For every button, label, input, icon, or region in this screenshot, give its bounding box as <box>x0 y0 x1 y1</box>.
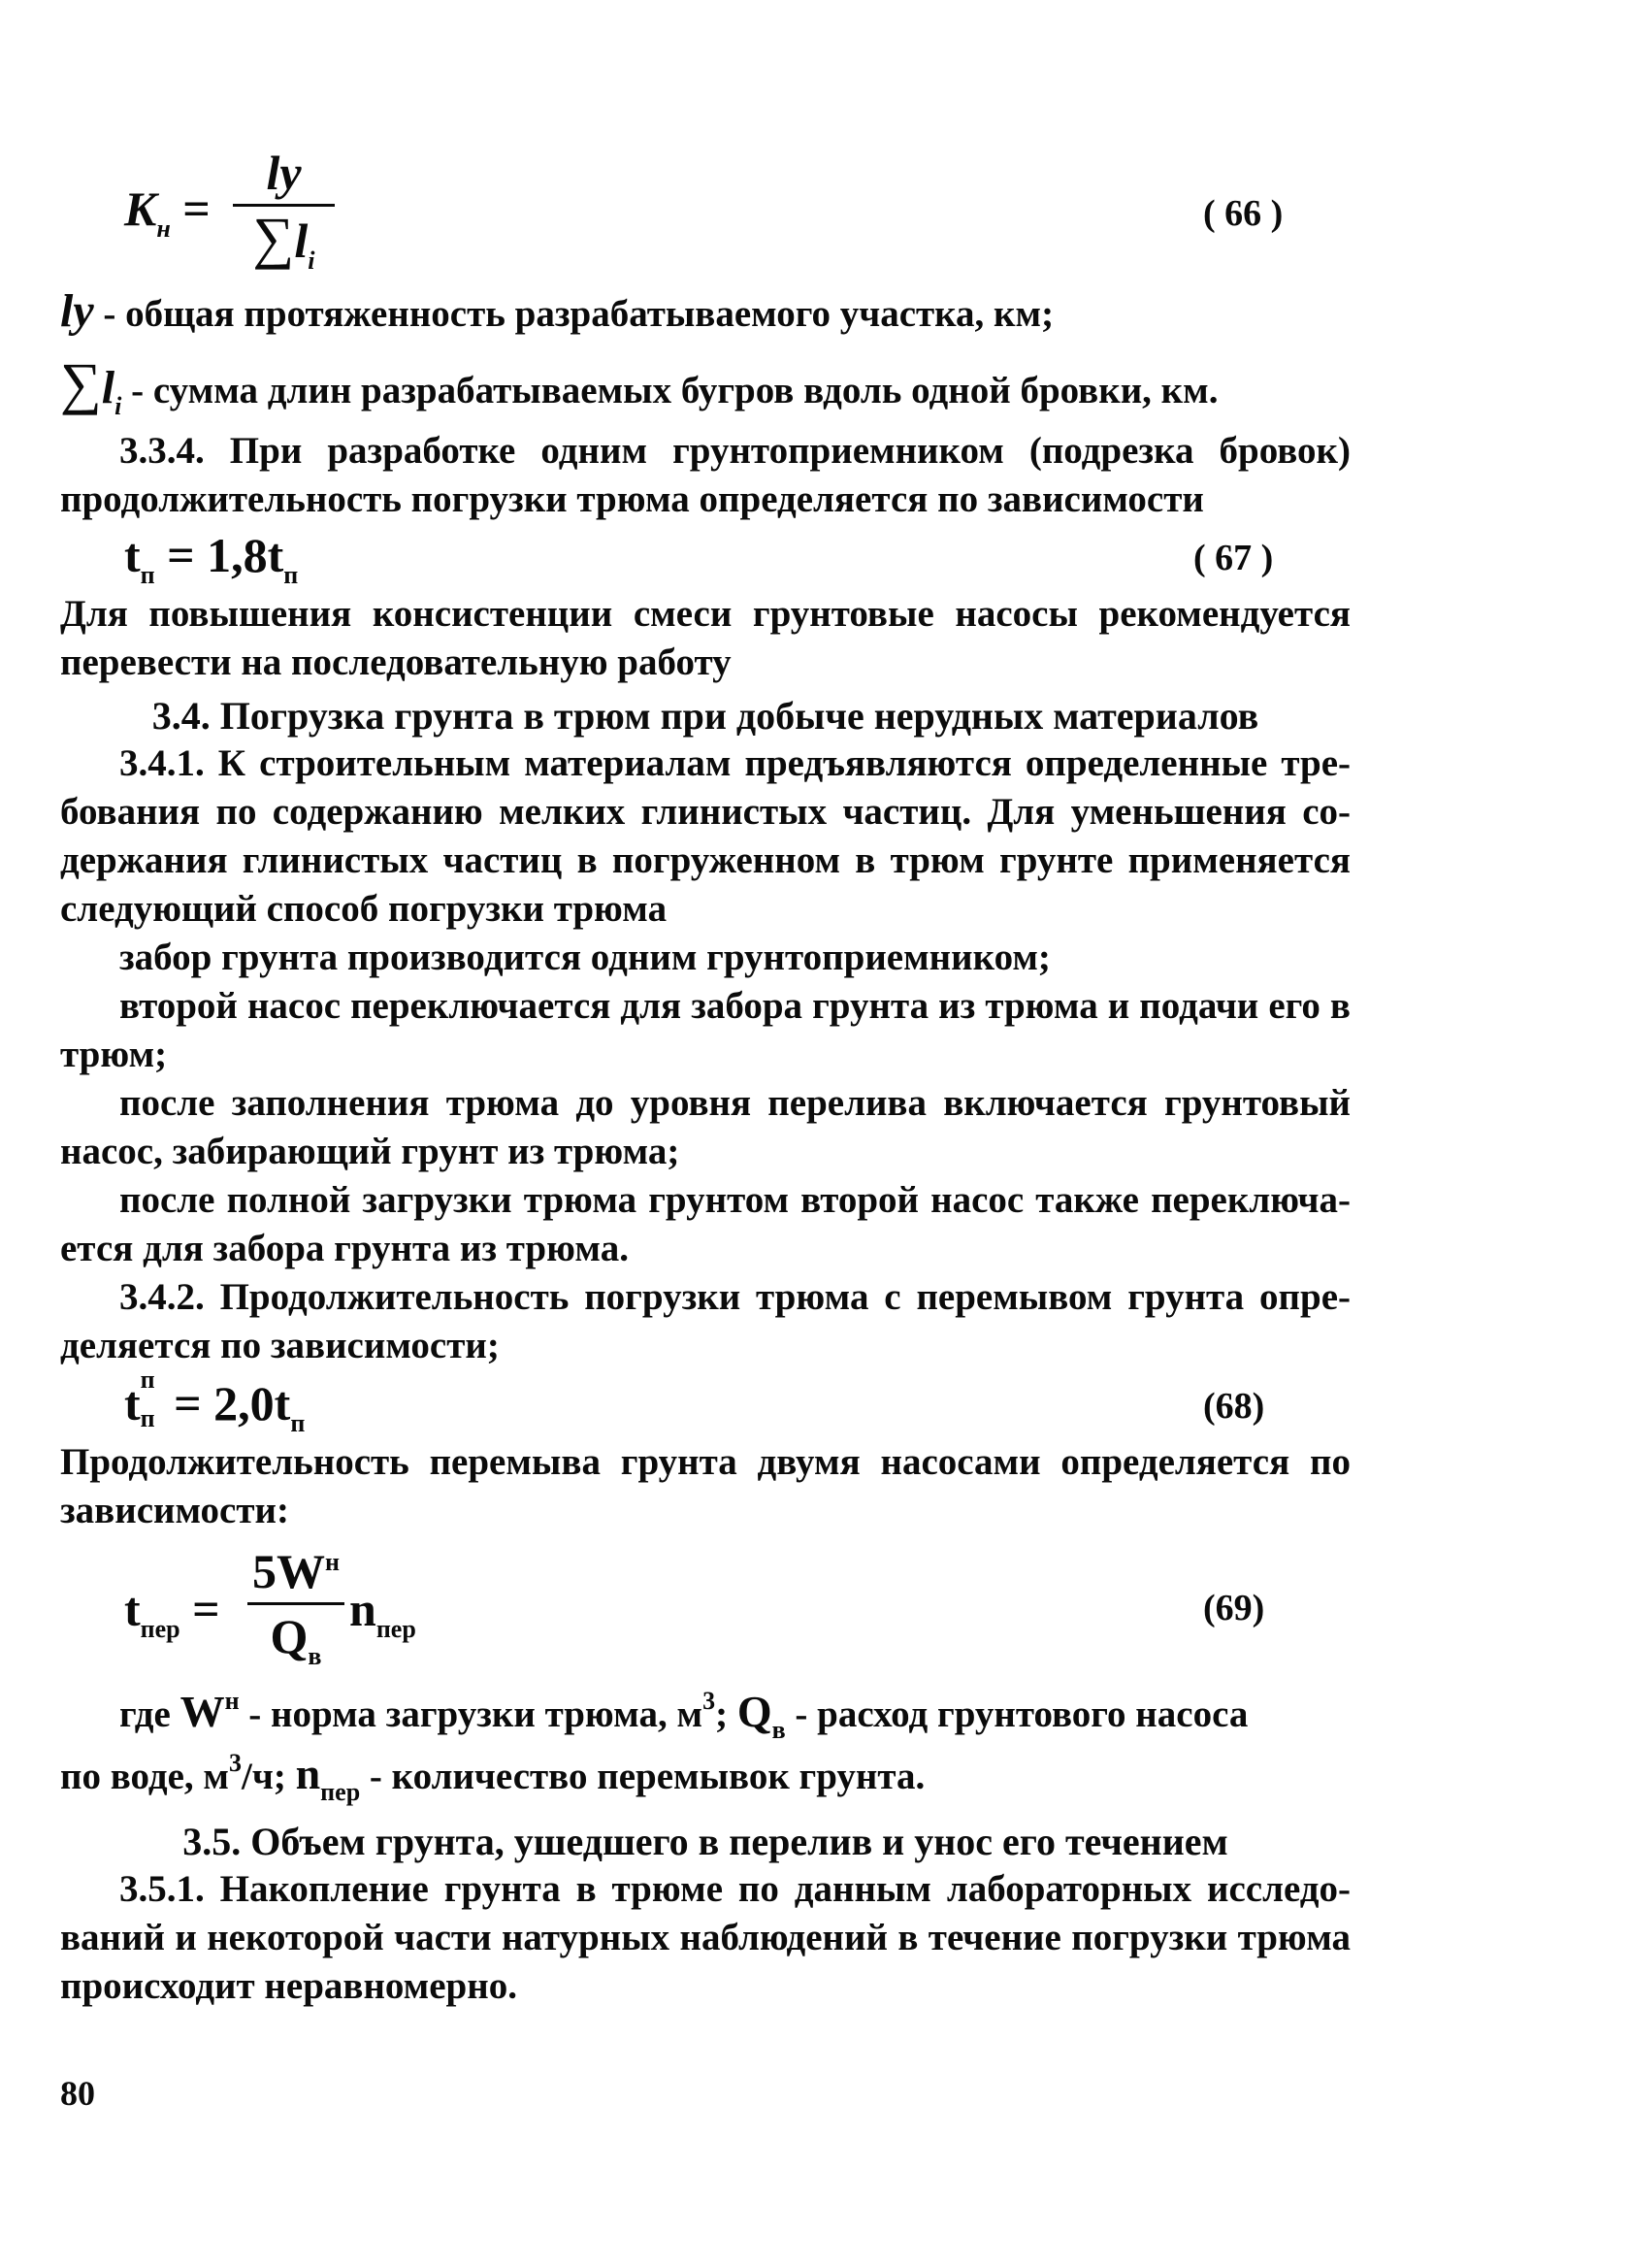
formula-67-t-sub: п <box>140 561 155 589</box>
page-number: 80 <box>60 2074 95 2113</box>
where-prefix: где <box>119 1693 180 1735</box>
sum-icon: ∑ <box>252 206 295 270</box>
definition-ly <box>60 287 1351 339</box>
where-line2 <box>60 1739 1351 1817</box>
formula-69-n-sub: пер <box>375 1615 416 1643</box>
p334-line1: 3.3.4. При разработке одним грунтоприемником (подрезка бровок) <box>119 430 1351 472</box>
formula-69-den-sub: в <box>308 1642 322 1670</box>
where-q-text: - расход грунтового насоса <box>785 1693 1249 1735</box>
sum-l-symbol: l <box>101 362 115 413</box>
formula-66-eq: = <box>182 181 211 236</box>
formula-69-n <box>349 1580 416 1659</box>
p341-line3: держания глинистых частиц в погруженном в трюм грунте применяется <box>60 839 1351 881</box>
ly-definition-text: - общая протяженность разрабатываемого участка, км; <box>93 293 1055 335</box>
sum-definition-text: - сумма длин разрабатываемых бугров вдоль одной бровки, км. <box>121 370 1219 411</box>
formula-69-eq: = <box>192 1582 220 1636</box>
list-item-1: забор грунта производится одним грунтоприемником; <box>119 937 1051 978</box>
formula-66-l: l <box>294 214 309 268</box>
definition-sum <box>60 351 1351 431</box>
list-item-2-line1: второй насос переключается для забора грунта из трюма и подачи его в <box>119 985 1351 1027</box>
formula-66-lhs <box>124 180 211 258</box>
formula-66-k-sub: н <box>156 214 171 243</box>
where-n-symbol: n <box>295 1749 321 1798</box>
formula-66-fraction <box>233 144 335 290</box>
sum-icon: ∑ <box>60 351 102 415</box>
heading-3-5: 3.5. Объем грунта, ушедшего в перелив и унос его течением <box>182 1820 1228 1863</box>
formula-69-t: t <box>124 1582 141 1636</box>
p-consistency-line1: Для повышения консистенции смеси грунтовые насосы рекомендуется <box>60 593 1351 635</box>
where-line2-b: /ч; <box>242 1756 296 1797</box>
heading-3-4: 3.4. Погрузка грунта в трюм при добыче нерудных материалов <box>151 694 1259 738</box>
formula-68-t: t <box>124 1376 141 1430</box>
where-w-symbol: W <box>179 1687 225 1736</box>
p-wash-line1: Продолжительность перемыва грунта двумя насосами определяется по <box>60 1441 1351 1483</box>
list-item-4-line2: ется для забора грунта из трюма. <box>60 1228 629 1269</box>
p341-line4: следующий способ погрузки трюма <box>60 888 668 930</box>
p351-line2: ваний и некоторой части натурных наблюдений в течение погрузки трюма <box>60 1917 1351 1958</box>
formula-66-l-sub: i <box>308 247 315 275</box>
p-wash-line2: зависимости: <box>60 1490 289 1531</box>
where-w-text: - норма загрузки трюма, м <box>239 1693 703 1735</box>
p351-line1: 3.5.1. Накопление грунта в трюме по данным лабораторных исследо- <box>119 1868 1351 1910</box>
ly-symbol: ly <box>60 285 94 337</box>
p351-line3: происходит неравномерно. <box>60 1965 517 2007</box>
where-line2-a: по воде, м <box>60 1756 229 1797</box>
list-item-2-line2: трюм; <box>60 1034 168 1075</box>
p341-line1: 3.4.1. К строительным материалам предъявляются определенные тре- <box>119 742 1351 784</box>
formula-68-t-scripts <box>140 1365 162 1432</box>
formula-66-denominator <box>233 206 335 290</box>
formula-69-denominator <box>247 1607 344 1686</box>
formula-67-t: t <box>124 528 141 582</box>
formula-69-fraction-bar <box>247 1602 344 1605</box>
formula-69-num-sup: н <box>325 1548 340 1576</box>
where-w-sup: н <box>224 1687 240 1715</box>
formula-66-k: K <box>124 181 157 236</box>
formula-69-num-text: 5W <box>252 1544 325 1598</box>
list-item-3-line1: после заполнения трюма до уровня перелива включается грунтовый <box>119 1082 1351 1124</box>
where-n-sub: пер <box>320 1778 361 1806</box>
formula-69-den-text: Q <box>270 1609 309 1663</box>
formula-66-numerator: ly <box>266 146 302 200</box>
p334-line2: продолжительность погрузки трюма определяется по зависимости <box>60 478 1204 520</box>
formula-67-rhs: = 1,8t <box>154 528 284 582</box>
where-line2-sup: 3 <box>229 1749 242 1777</box>
list-item-3-line2: насос, забирающий грунт из трюма; <box>60 1131 680 1172</box>
equation-number-68: (68) <box>1203 1386 1265 1427</box>
p-consistency-line2: перевести на последовательную работу <box>60 641 732 683</box>
p342-line2: деляется по зависимости; <box>60 1325 500 1366</box>
where-n-text: - количество перемывок грунта. <box>360 1756 926 1797</box>
where-q-symbol: Q <box>736 1687 772 1736</box>
list-item-4-line1: после полной загрузки трюма грунтом второй насос также переключа- <box>119 1179 1351 1221</box>
formula-69-fraction <box>247 1533 344 1686</box>
formula-68-t-sub: п <box>140 1404 155 1432</box>
formula-67-rhs-sub: п <box>283 561 299 589</box>
formula-68-rhs-sub: п <box>290 1409 306 1437</box>
formula-69-lhs <box>124 1580 220 1659</box>
sum-l-sub: i <box>114 392 122 420</box>
p341-line2: бования по содержанию мелких глинистых частиц. Для уменьшения со- <box>60 791 1351 833</box>
formula-69-t-sub: пер <box>140 1615 180 1643</box>
equation-number-69: (69) <box>1203 1588 1265 1628</box>
p342-line1: 3.4.2. Продолжительность погрузки трюма с перемывом грунта опре- <box>119 1276 1351 1318</box>
formula-68-rhs: = 2,0t <box>161 1376 291 1430</box>
equation-number-67: ( 67 ) <box>1193 538 1274 578</box>
formula-68-t-sup: п <box>140 1365 155 1394</box>
where-w-unit-sup: 3 <box>702 1687 716 1715</box>
formula-69-numerator <box>247 1533 344 1600</box>
formula-69-n-symbol: n <box>349 1582 376 1636</box>
equation-number-66: ( 66 ) <box>1203 193 1284 234</box>
where-sep: ; <box>715 1693 737 1735</box>
where-q-sub: в <box>771 1716 786 1744</box>
